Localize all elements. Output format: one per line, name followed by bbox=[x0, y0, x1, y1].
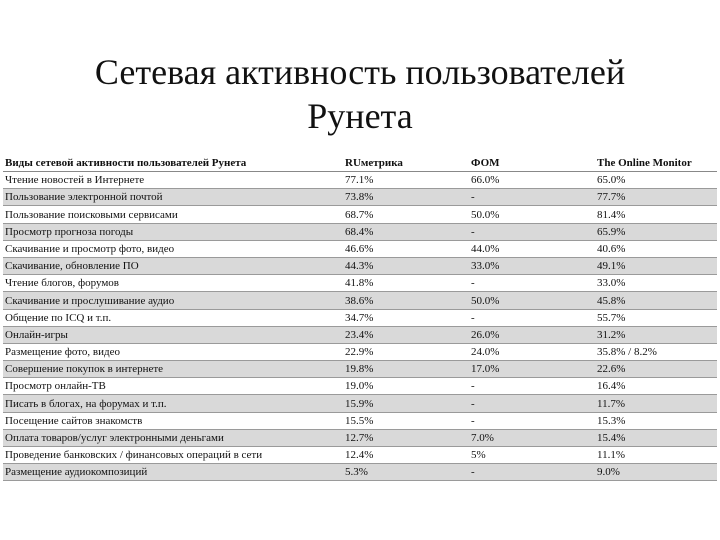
table-row bbox=[3, 412, 717, 429]
cell-fom: 50.0% bbox=[469, 206, 595, 223]
table-header-row bbox=[3, 154, 717, 172]
cell-activity: Просмотр онлайн-ТВ bbox=[3, 378, 343, 395]
cell-fom: - bbox=[469, 395, 595, 412]
cell-rumetrika: 73.8% bbox=[343, 189, 469, 206]
cell-online-monitor: 31.2% bbox=[595, 326, 717, 343]
activity-table-container bbox=[3, 154, 717, 481]
cell-activity: Посещение сайтов знакомств bbox=[3, 412, 343, 429]
cell-rumetrika: 68.4% bbox=[343, 223, 469, 240]
table-row bbox=[3, 378, 717, 395]
cell-fom: 7.0% bbox=[469, 429, 595, 446]
cell-online-monitor: 15.4% bbox=[595, 429, 717, 446]
cell-fom: - bbox=[469, 378, 595, 395]
cell-activity: Размещение аудиокомпозиций bbox=[3, 464, 343, 481]
table-row bbox=[3, 292, 717, 309]
cell-rumetrika: 77.1% bbox=[343, 172, 469, 189]
table-row bbox=[3, 447, 717, 464]
cell-online-monitor: 55.7% bbox=[595, 309, 717, 326]
cell-rumetrika: 46.6% bbox=[343, 240, 469, 257]
cell-rumetrika: 22.9% bbox=[343, 343, 469, 360]
table-row bbox=[3, 189, 717, 206]
cell-rumetrika: 44.3% bbox=[343, 257, 469, 274]
cell-activity: Чтение блогов, форумов bbox=[3, 275, 343, 292]
cell-activity: Совершение покупок в интернете bbox=[3, 361, 343, 378]
cell-activity: Общение по ICQ и т.п. bbox=[3, 309, 343, 326]
slide-title-line-1: Сетевая активность пользователей bbox=[94, 52, 626, 92]
cell-activity: Скачивание, обновление ПО bbox=[3, 257, 343, 274]
cell-rumetrika: 68.7% bbox=[343, 206, 469, 223]
table-row bbox=[3, 361, 717, 378]
header-activity: Виды сетевой активности пользователей Рунета bbox=[3, 154, 343, 172]
cell-rumetrika: 41.8% bbox=[343, 275, 469, 292]
cell-online-monitor: 11.1% bbox=[595, 447, 717, 464]
cell-online-monitor: 33.0% bbox=[595, 275, 717, 292]
cell-online-monitor: 49.1% bbox=[595, 257, 717, 274]
slide-title bbox=[0, 50, 720, 138]
cell-fom: 17.0% bbox=[469, 361, 595, 378]
cell-online-monitor: 15.3% bbox=[595, 412, 717, 429]
cell-rumetrika: 12.7% bbox=[343, 429, 469, 446]
cell-online-monitor: 35.8% / 8.2% bbox=[595, 343, 717, 360]
cell-fom: - bbox=[469, 223, 595, 240]
cell-activity: Онлайн-игры bbox=[3, 326, 343, 343]
table-row bbox=[3, 343, 717, 360]
table-row bbox=[3, 240, 717, 257]
cell-fom: 24.0% bbox=[469, 343, 595, 360]
cell-fom: 66.0% bbox=[469, 172, 595, 189]
slide-title-line-2: Рунета bbox=[307, 96, 413, 136]
cell-rumetrika: 5.3% bbox=[343, 464, 469, 481]
cell-fom: - bbox=[469, 189, 595, 206]
header-rumetrika: RUметрика bbox=[343, 154, 469, 172]
cell-fom: - bbox=[469, 309, 595, 326]
cell-online-monitor: 65.9% bbox=[595, 223, 717, 240]
table-row bbox=[3, 309, 717, 326]
cell-activity: Проведение банковских / финансовых операций в сети bbox=[3, 447, 343, 464]
cell-fom: 44.0% bbox=[469, 240, 595, 257]
cell-fom: 26.0% bbox=[469, 326, 595, 343]
cell-rumetrika: 15.9% bbox=[343, 395, 469, 412]
cell-activity: Скачивание и просмотр фото, видео bbox=[3, 240, 343, 257]
cell-online-monitor: 16.4% bbox=[595, 378, 717, 395]
table-row bbox=[3, 275, 717, 292]
cell-activity: Чтение новостей в Интернете bbox=[3, 172, 343, 189]
cell-activity: Скачивание и прослушивание аудио bbox=[3, 292, 343, 309]
cell-activity: Просмотр прогноза погоды bbox=[3, 223, 343, 240]
activity-table bbox=[3, 154, 717, 481]
table-body bbox=[3, 172, 717, 481]
cell-fom: - bbox=[469, 275, 595, 292]
table-row bbox=[3, 223, 717, 240]
cell-online-monitor: 9.0% bbox=[595, 464, 717, 481]
cell-activity: Размещение фото, видео bbox=[3, 343, 343, 360]
cell-fom: - bbox=[469, 412, 595, 429]
cell-online-monitor: 77.7% bbox=[595, 189, 717, 206]
table-row bbox=[3, 429, 717, 446]
cell-activity: Пользование поисковыми сервисами bbox=[3, 206, 343, 223]
table-row bbox=[3, 464, 717, 481]
cell-online-monitor: 11.7% bbox=[595, 395, 717, 412]
header-online-monitor: The Online Monitor bbox=[595, 154, 717, 172]
cell-fom: 5% bbox=[469, 447, 595, 464]
cell-activity: Пользование электронной почтой bbox=[3, 189, 343, 206]
cell-fom: 33.0% bbox=[469, 257, 595, 274]
cell-rumetrika: 19.8% bbox=[343, 361, 469, 378]
cell-rumetrika: 38.6% bbox=[343, 292, 469, 309]
table-row bbox=[3, 326, 717, 343]
cell-rumetrika: 23.4% bbox=[343, 326, 469, 343]
cell-activity: Писать в блогах, на форумах и т.п. bbox=[3, 395, 343, 412]
cell-activity: Оплата товаров/услуг электронными деньгами bbox=[3, 429, 343, 446]
table-row bbox=[3, 395, 717, 412]
table-row bbox=[3, 206, 717, 223]
table-row bbox=[3, 257, 717, 274]
table-row bbox=[3, 172, 717, 189]
cell-rumetrika: 34.7% bbox=[343, 309, 469, 326]
cell-rumetrika: 12.4% bbox=[343, 447, 469, 464]
cell-online-monitor: 40.6% bbox=[595, 240, 717, 257]
cell-online-monitor: 45.8% bbox=[595, 292, 717, 309]
cell-online-monitor: 22.6% bbox=[595, 361, 717, 378]
cell-rumetrika: 19.0% bbox=[343, 378, 469, 395]
cell-online-monitor: 65.0% bbox=[595, 172, 717, 189]
cell-fom: 50.0% bbox=[469, 292, 595, 309]
cell-online-monitor: 81.4% bbox=[595, 206, 717, 223]
cell-rumetrika: 15.5% bbox=[343, 412, 469, 429]
header-fom: ФОМ bbox=[469, 154, 595, 172]
cell-fom: - bbox=[469, 464, 595, 481]
